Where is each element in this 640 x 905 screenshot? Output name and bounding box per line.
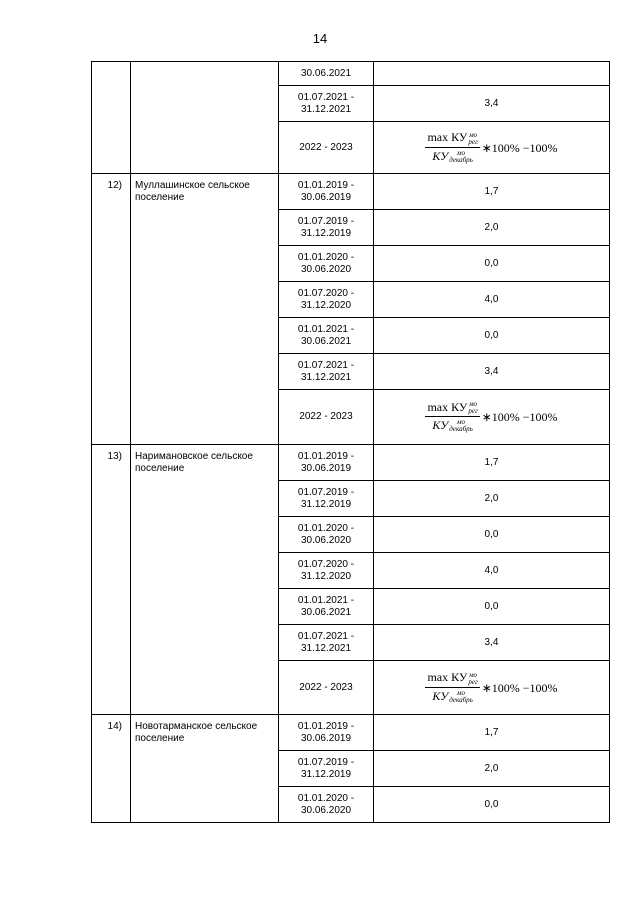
formula-den-sup: мо: [457, 418, 465, 427]
period-cell: 01.01.2019 - 30.06.2019: [279, 174, 374, 210]
formula-den-sub: декабрь: [449, 425, 473, 434]
table-row: [92, 445, 610, 481]
period-cell: 01.01.2019 - 30.06.2019: [279, 715, 374, 751]
formula-num-sup: мо: [469, 400, 478, 408]
formula-denominator: КУ: [432, 418, 449, 432]
period-cell: 01.07.2020 - 31.12.2020: [279, 282, 374, 318]
period-cell: 01.07.2021 - 31.12.2021: [279, 86, 374, 122]
formula: [425, 131, 557, 164]
value-cell: 4,0: [374, 553, 610, 589]
page-number: 14: [312, 31, 328, 46]
formula-numerator: max КУ: [427, 399, 468, 414]
row-number: [92, 62, 131, 174]
formula-denominator: КУ: [432, 148, 449, 163]
value-cell: [374, 122, 610, 174]
formula-num-sub: рег: [468, 137, 478, 146]
settlement-name: Новотарманское сельское поселение: [131, 715, 279, 823]
period-cell: 2022 - 2023: [279, 661, 374, 715]
period-cell: 01.07.2019 - 31.12.2019: [279, 751, 374, 787]
period-cell: 01.01.2020 - 30.06.2020: [279, 246, 374, 282]
formula-num-sub: рег: [468, 677, 478, 686]
value-cell: 0,0: [374, 517, 610, 553]
settlement-name: Наримановское сельское поселение: [131, 445, 279, 715]
formula-numerator: max КУ: [427, 670, 468, 685]
formula-num-sup: мо: [469, 670, 478, 679]
value-cell: 0,0: [374, 246, 610, 282]
value-cell: 3,4: [374, 86, 610, 122]
period-cell: 01.01.2020 - 30.06.2020: [279, 787, 374, 823]
row-number: 12): [92, 174, 131, 445]
period-cell: 2022 - 2023: [279, 390, 374, 445]
period-cell: 01.07.2019 - 31.12.2019: [279, 210, 374, 246]
period-cell: 01.07.2019 - 31.12.2019: [279, 481, 374, 517]
value-cell: 2,0: [374, 210, 610, 246]
period-cell: 01.01.2021 - 30.06.2021: [279, 318, 374, 354]
period-cell: 01.07.2020 - 31.12.2020: [279, 553, 374, 589]
period-cell: 01.01.2020 - 30.06.2020: [279, 517, 374, 553]
formula-num-sub: рег: [468, 407, 478, 415]
formula-suffix: ∗100% −100%: [481, 410, 558, 424]
value-cell: 2,0: [374, 751, 610, 787]
table-row: [92, 715, 610, 751]
period-cell: 01.07.2021 - 31.12.2021: [279, 625, 374, 661]
row-number: 13): [92, 445, 131, 715]
value-cell: 3,4: [374, 354, 610, 390]
formula: [425, 401, 557, 434]
settlement-name: Муллашинское сельское поселение: [131, 174, 279, 445]
settlement-name: [131, 62, 279, 174]
formula-num-sup: мо: [469, 130, 478, 139]
formula: [425, 671, 557, 704]
tariff-table: [91, 61, 610, 823]
value-cell: [374, 390, 610, 445]
value-cell: 0,0: [374, 787, 610, 823]
formula-den-sub: декабрь: [449, 155, 473, 164]
formula-den-sup: мо: [457, 688, 465, 697]
value-cell: 2,0: [374, 481, 610, 517]
period-cell: 2022 - 2023: [279, 122, 374, 174]
value-cell: 3,4: [374, 625, 610, 661]
value-cell: 0,0: [374, 589, 610, 625]
table-row: [92, 62, 610, 86]
formula-suffix: ∗100% −100%: [481, 140, 558, 155]
period-cell: 30.06.2021: [279, 62, 374, 86]
value-cell: 1,7: [374, 445, 610, 481]
period-cell: 01.01.2021 - 30.06.2021: [279, 589, 374, 625]
value-cell: 1,7: [374, 174, 610, 210]
formula-suffix: ∗100% −100%: [481, 680, 558, 695]
formula-numerator: max КУ: [427, 130, 468, 145]
table-row: [92, 174, 610, 210]
period-cell: 01.07.2021 - 31.12.2021: [279, 354, 374, 390]
formula-den-sup: мо: [457, 148, 465, 157]
formula-denominator: КУ: [432, 688, 449, 703]
value-cell: [374, 62, 610, 86]
row-number: 14): [92, 715, 131, 823]
formula-den-sub: декабрь: [449, 695, 473, 704]
value-cell: 0,0: [374, 318, 610, 354]
value-cell: [374, 661, 610, 715]
value-cell: 1,7: [374, 715, 610, 751]
period-cell: 01.01.2019 - 30.06.2019: [279, 445, 374, 481]
value-cell: 4,0: [374, 282, 610, 318]
